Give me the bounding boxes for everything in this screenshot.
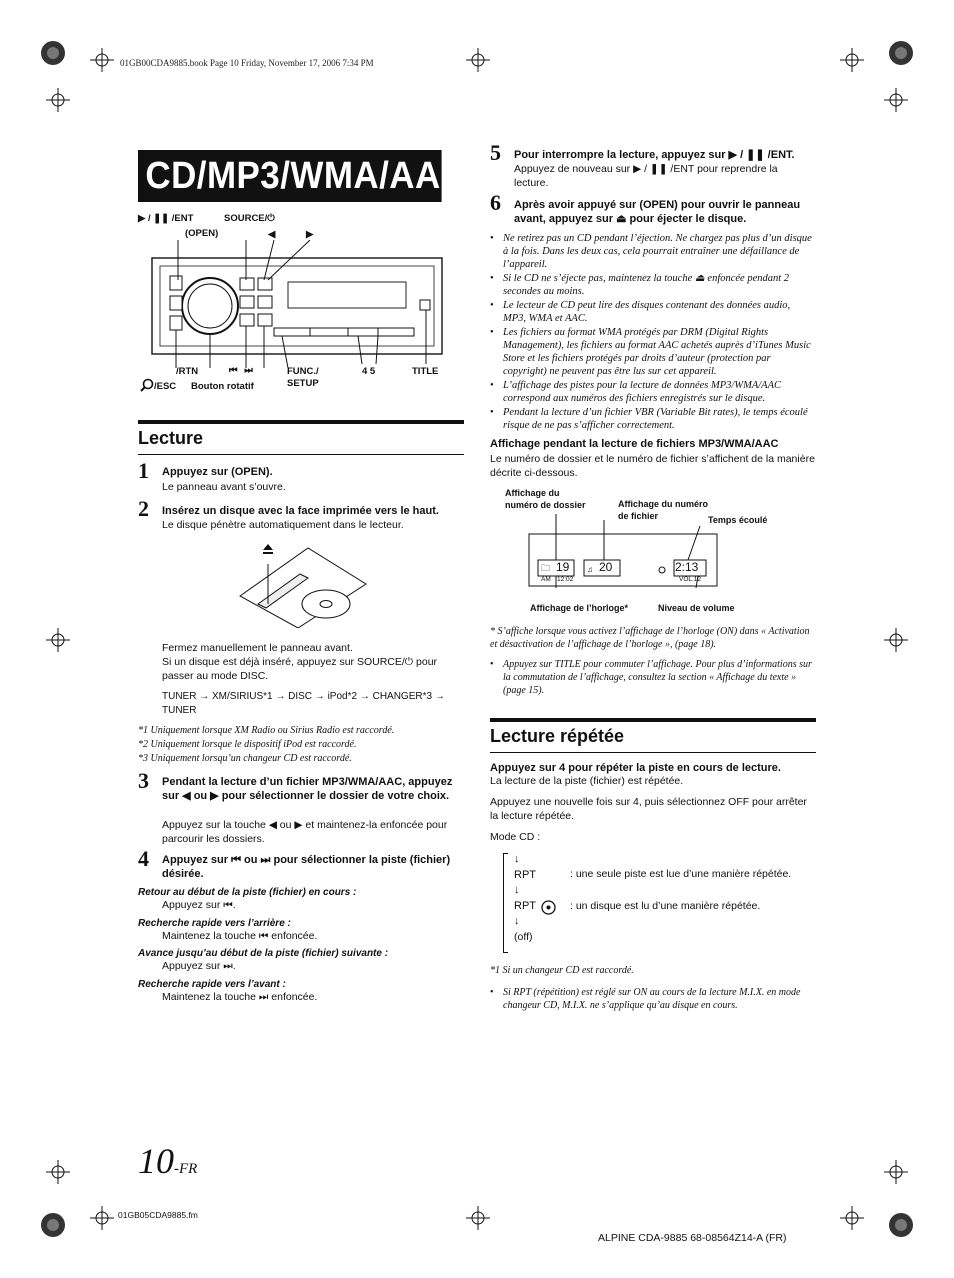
notes-list [503, 232, 815, 432]
label-four-five: 4 5 [362, 366, 376, 377]
step-2-sub: Le disque pénètre automatiquement dans le lecteur. [162, 519, 404, 531]
footnote-1: *1 Uniquement lorsque XM Radio ou Sirius Radio est raccordé. [138, 725, 395, 736]
rpt-1: RPT [514, 869, 536, 881]
registration-mark [888, 1212, 914, 1238]
subitem-text: Appuyez sur ⏮. [162, 899, 236, 911]
mode-cd-label: Mode CD : [490, 831, 541, 843]
note-item: • Les fichiers au format WMA protégés par DRM (Digital Rights Management), les fichiers au format AAC achetés auprès d’iTunes Music Store et les fichiers protégés par droits d’auteur (protection par copyright) ne peuvent pas être lus sur cet appareil. [503, 326, 815, 378]
section-heading: Lecture [138, 428, 204, 448]
close-panel-text: Fermez manuellement le panneau avant. [162, 642, 353, 654]
note-item: • Pendant la lecture d’un fichier VBR (Variable Bit rates), le temps écoulé risque de ne pas s’afficher correctement. [503, 406, 815, 432]
step-2-text: Insérez un disque avec la face imprimée vers le haut. [162, 505, 439, 517]
file-header: 01GB00CDA9885.book Page 10 Friday, November 17, 2006 7:34 PM [120, 58, 374, 68]
arrow-down: ↓ [514, 915, 520, 927]
note-item: • Ne retirez pas un CD pendant l’éjection. Ne chargez pas plus d’un disque à la fois. Dans les deux cas, cela pourrait entraîner une défaillance de l’appareil. [503, 232, 815, 271]
display-heading: Affichage pendant la lecture de fichiers MP3/WMA/AAC [490, 438, 779, 450]
note-item: • Le lecteur de CD peut lire des disques contenant des données audio, MP3, WMA et AAC. [503, 299, 815, 325]
repeat-again: Appuyez une nouvelle fois sur 4, puis sélectionnez OFF pour arrêter la lecture répétée. [490, 796, 807, 822]
page-number: 10 [138, 1141, 174, 1181]
section-heading: Lecture répétée [490, 726, 625, 746]
label-skip: ⏮ ⏭ [229, 365, 255, 376]
step-number: 1 [138, 458, 149, 483]
disc-icon [541, 900, 556, 915]
arrow-down: ↓ [514, 884, 520, 896]
registration-mark [888, 40, 914, 66]
changer-footnote: *1 Si un changeur CD est raccordé. [490, 965, 634, 976]
registration-mark [40, 1212, 66, 1238]
subitem-text: Appuyez sur ⏭. [162, 960, 236, 972]
page-suffix: -FR [174, 1161, 198, 1177]
page-title-box [138, 150, 468, 202]
subitem-text: Maintenez la touche ⏭ enfoncée. [162, 990, 318, 1003]
mode-bracket [503, 853, 508, 953]
rpt-1-desc: : une seule piste est lue d’une manière répétée. [570, 868, 792, 880]
skip-subitems [138, 886, 464, 1004]
step-number: 6 [490, 190, 501, 215]
section-lecture [138, 420, 464, 455]
subitem-head: Recherche rapide vers l’arrière : [138, 917, 291, 929]
file-icon: ♫ [587, 565, 593, 574]
label-left-arrow: ◀ [268, 229, 276, 240]
footnote-3: *3 Uniquement lorsqu’un changeur CD est raccordé. [138, 753, 352, 764]
display-intro: Le numéro de dossier et le numéro de fichier s’affichent de la manière décrite ci-dessous. [490, 453, 815, 479]
crosshair-mark [46, 628, 70, 652]
mix-note-list [503, 986, 815, 1012]
crosshair-mark [466, 48, 490, 72]
label-source: SOURCE/⏻ [224, 213, 275, 224]
step-3-sub: Appuyez sur la touche ◀ ou ▶ et maintenez-la enfoncée pour parcourir les dossiers. [162, 819, 448, 845]
label-clock: Affichage de l’horloge* [530, 603, 629, 613]
clock-note: * S’affiche lorsque vous activez l’affichage de l’horloge (ON) dans « Activation et désactivation de l’affichage de l’horloge », (page 18). [490, 626, 810, 650]
step-6-text: Après avoir appuyé sur (OPEN) pour ouvrir le panneau avant, appuyez sur ⏏ pour éjecter le disque. [514, 199, 801, 225]
crosshair-mark [46, 88, 70, 112]
label-file-number: Affichage du numéro de fichier [618, 499, 709, 521]
page-title: CD/MP3/WMA/AAC [138, 150, 442, 202]
step-1-sub: Le panneau avant s’ouvre. [162, 481, 286, 493]
step-number: 2 [138, 496, 149, 521]
step-3-text: Pendant la lecture d’un fichier MP3/WMA/AAC, appuyez sur ◀ ou ▶ pour sélectionner le dossier de votre choix. [162, 776, 453, 802]
head-unit-diagram [148, 240, 448, 368]
label-play-ent: ▶ / ❚❚ /ENT [138, 213, 194, 224]
step-5-text: Pour interrompre la lecture, appuyez sur ▶ / ❚❚ /ENT. [514, 149, 795, 161]
label-volume: Niveau de volume [658, 603, 735, 613]
rpt-2-desc: : un disque est lu d’une manière répétée. [570, 900, 761, 912]
repeat-instruction: Appuyez sur 4 pour répéter la piste en cours de lecture. [490, 762, 781, 774]
label-open: (OPEN) [185, 228, 219, 239]
time-value: 2:13 [675, 560, 699, 574]
note-item: • Si le CD ne s’éjecte pas, maintenez la touche ⏏ enfoncée pendant 2 secondes au moins. [503, 272, 815, 298]
title-note: • Appuyez sur TITLE pour commuter l’affichage. Pour plus d’informations sur la commutation de l’affichage, consultez la section « Affichage du texte » (page 15). [503, 658, 815, 697]
step-5-sub: Appuyez de nouveau sur ▶ / ❚❚ /ENT pour reprendre la lecture. [514, 163, 778, 189]
step-number: 4 [138, 846, 149, 871]
crosshair-mark [90, 1206, 114, 1230]
label-func-setup: FUNC./ SETUP [287, 366, 319, 389]
arrow-down: ↓ [514, 853, 520, 865]
crosshair-mark [46, 1160, 70, 1184]
label-mute-rtn: /RTN [176, 366, 199, 377]
label-rotary: Bouton rotatif [191, 381, 254, 392]
step-number: 3 [138, 768, 149, 793]
volume-value: VOL.12 [679, 576, 702, 583]
label-title-button: TITLE [412, 366, 439, 377]
disc-already-text: Si un disque est déjà inséré, appuyez sur SOURCE/⏻ pour passer au mode DISC. [162, 656, 438, 682]
crosshair-mark [90, 48, 114, 72]
registration-mark [40, 40, 66, 66]
footer-file: 01GB05CDA9885.fm [118, 1210, 198, 1220]
subitem-head: Recherche rapide vers l’avant : [138, 978, 286, 990]
search-icon [140, 378, 154, 392]
footnote-2: *2 Uniquement lorsque le dispositif iPod est raccordé. [138, 739, 357, 750]
label-elapsed-time: Temps écoulé [708, 515, 768, 525]
step-number: 5 [490, 140, 501, 165]
folder-icon: 🗀 [541, 563, 551, 573]
rpt-2: RPT [514, 900, 536, 912]
disc-insert-illustration [238, 544, 368, 628]
page-number-block [138, 1140, 197, 1182]
subitem-head: Retour au début de la piste (fichier) en cours : [138, 887, 357, 898]
repeat-sub: La lecture de la piste (fichier) est répétée. [490, 775, 684, 787]
crosshair-mark [884, 628, 908, 652]
am-value: AM [541, 576, 551, 583]
subitem-head: Avance jusqu’au début de la piste (fichier) suivante : [138, 948, 389, 959]
mix-note: • Si RPT (répétition) est réglé sur ON au cours de la lecture M.I.X. en mode changeur CD, M.I.X. ne s’applique qu’au disque en cours. [503, 986, 815, 1012]
crosshair-mark [884, 1160, 908, 1184]
label-right-arrow: ▶ [306, 229, 314, 240]
step-4-text: Appuyez sur ⏮ ou ⏭ pour sélectionner la piste (fichier) désirée. [162, 854, 451, 880]
step-1-text: Appuyez sur (OPEN). [162, 466, 273, 478]
off-label: (off) [514, 931, 533, 943]
note-item: • L’affichage des pistes pour la lecture de données MP3/WMA/AAC correspond aux numéros des fichiers enregistrés sur le disque. [503, 379, 815, 405]
footer-model: ALPINE CDA-9885 68-08564Z14-A (FR) [598, 1232, 787, 1244]
label-esc: /ESC [154, 381, 177, 392]
crosshair-mark [884, 88, 908, 112]
crosshair-mark [840, 1206, 864, 1230]
folder-value: 19 [556, 560, 570, 574]
title-note-list [503, 658, 815, 697]
label-folder-number: Affichage du numéro de dossier [505, 488, 586, 510]
crosshair-mark [466, 1206, 490, 1230]
subitem-text: Maintenez la touche ⏮ enfoncée. [162, 929, 318, 942]
crosshair-mark [840, 48, 864, 72]
file-value: 20 [599, 560, 613, 574]
section-repeat [490, 718, 816, 753]
clock-value: 12:02 [557, 576, 574, 583]
mode-chain: TUNER → XM/SIRIUS*1 → DISC → iPod*2 → CHANGER*3 → TUNER [162, 691, 445, 716]
